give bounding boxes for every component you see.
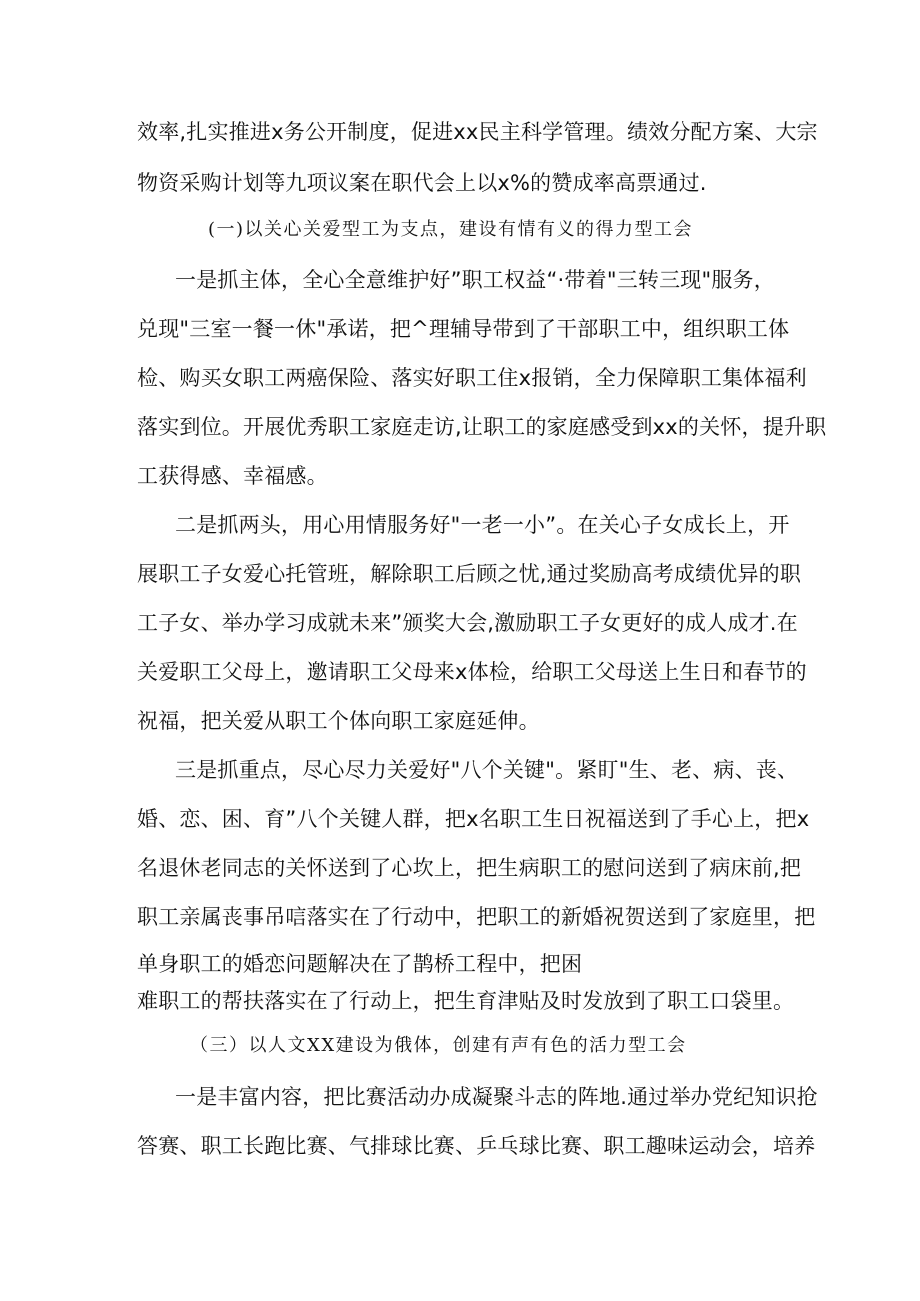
body-text-line: 祝福，把关爱从职工个体向职工家庭延伸。 [137, 709, 540, 733]
body-text-line: 效率,扎实推进x务公开制度，促进xx民主科学管理。绩效分配方案、大宗 [137, 120, 818, 144]
paragraph-first-line: 二是抓两头，用心用情服务好"一老一小”。在关心子女成长上，开 [175, 513, 790, 537]
body-text-line: 展职工子女爱心托管班，解除职工后顾之忧,通过奖励高考成绩优异的职 [137, 562, 802, 586]
body-text-line: 检、购买女职工两癌保险、落实好职工住x报销，全力保障职工集体福利 [137, 366, 807, 390]
body-text-line: 职工亲属丧事吊唁落实在了行动中，把职工的新婚祝贺送到了家庭里，把 [137, 905, 816, 929]
body-text-line: 难职工的帮扶落实在了行动上，把生育津贴及时发放到了职工口袋里。 [137, 989, 795, 1013]
paragraph-first-line: 一是丰富内容，把比赛活动办成凝聚斗志的阵地.通过举办党纪知识抢 [175, 1085, 818, 1109]
section-heading: （三）以人文XX建设为俄体，创建有声有色的活力型工会 [190, 1035, 687, 1056]
paragraph-first-line: 三是抓重点，尽心尽力关爱好"八个关键"。紧盯"生、老、病、丧、 [175, 758, 799, 782]
body-text-line: 名退休老同志的关怀送到了心坎上，把生病职工的慰问送到了病床前,把 [137, 856, 802, 880]
body-text-line: 答赛、职工长跑比赛、气排球比赛、乒乓球比赛、职工趣味运动会，培养 [137, 1134, 816, 1158]
body-text-line: 工子女、举办学习成就未来”颁奖大会,激励职工子女更好的成人成才.在 [137, 611, 798, 635]
body-text-line: 工获得感、幸福感。 [137, 464, 328, 488]
body-text-line: 落实到位。开展优秀职工家庭走访,让职工的家庭感受到xx的关怀，提升职 [137, 415, 827, 439]
paragraph-first-line: 一是抓主体，全心全意维护好”职工权益“·带着"三转三现"服务， [175, 268, 775, 292]
body-text-line: 婚、恋、困、育”八个关键人群，把x名职工生日祝福送到了手心上，把x [137, 807, 810, 831]
section-heading: (一)以关心关爱型工为支点，建设有情有义的得力型工会 [208, 219, 694, 240]
body-text-line: 兑现"三室一餐一休"承诺，把^理辅导带到了干部职工中，组织职工体 [137, 317, 790, 341]
body-text-line: 物资采购计划等九项议案在职代会上以x%的赞成率高票通过. [137, 171, 707, 195]
body-text-line: 关爱职工父母上，邀请职工父母来x体检，给职工父母送上生日和春节的 [137, 660, 807, 684]
body-text-line: 单身职工的婚恋问题解决在了鹊桥工程中，把困 [137, 952, 583, 976]
